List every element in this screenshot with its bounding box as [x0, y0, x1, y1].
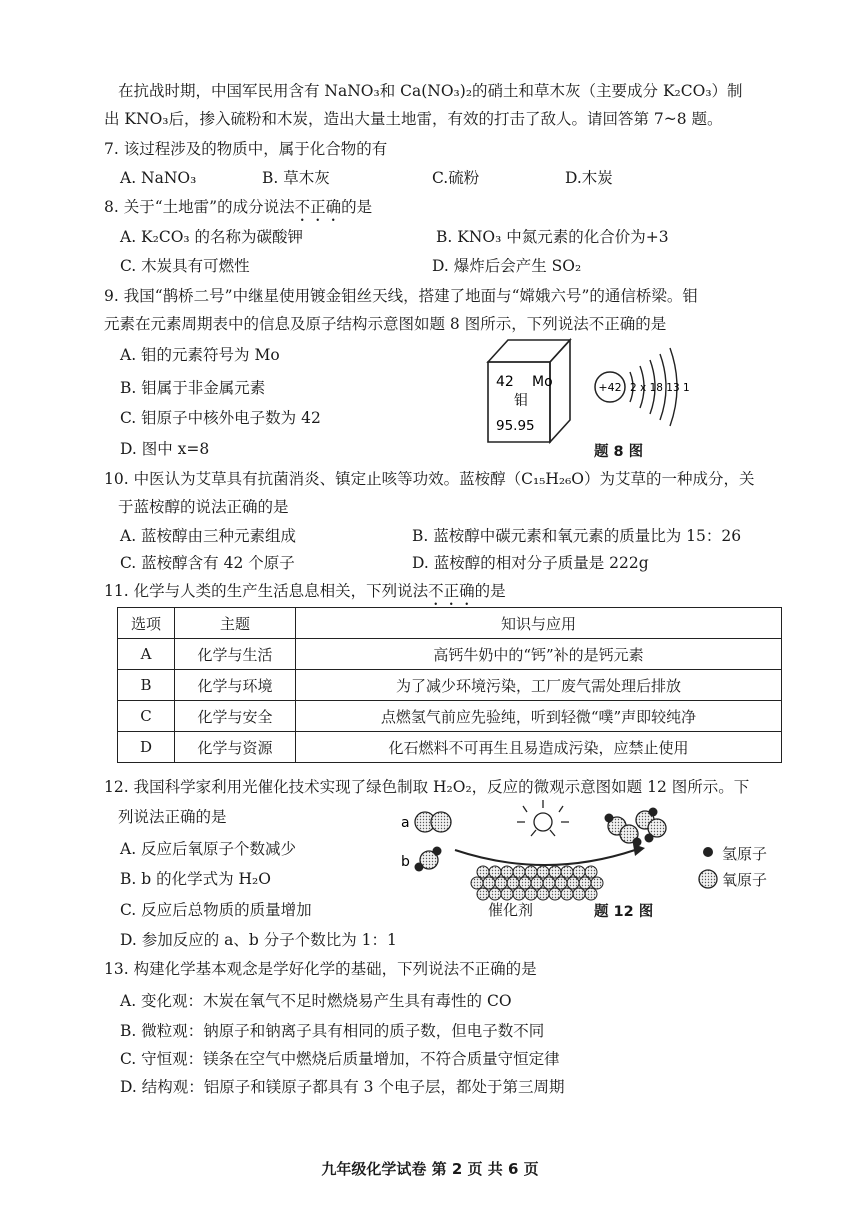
table-row	[118, 639, 782, 670]
q9-stem-line-1: 9. 我国“鹊桥二号”中继星使用镀金钼丝天线，搭建了地面与“嫦娥六号”的通信桥梁。钼	[104, 287, 698, 305]
q9-figure	[478, 332, 708, 462]
q13-option-d: D. 结构观：铝原子和镁原子都具有 3 个电子层，都处于第三周期	[120, 1078, 565, 1096]
q9-option-d: D. 图中 x=8	[120, 440, 210, 458]
catalyst-particles	[471, 866, 603, 900]
molecule-h2o2-2	[636, 808, 666, 843]
intro-line-2: 出 KNO₃后，掺入硫粉和木炭，造出大量土地雷，有效的打击了敌人。请回答第 7~8 题。	[104, 110, 723, 128]
page-footer: 九年级化学试卷 第 2 页 共 6 页	[321, 1160, 539, 1178]
cell-topic: 化学与资源	[175, 732, 296, 763]
q9-option-c: C. 钼原子中核外电子数为 42	[120, 409, 321, 427]
q8-option-b: B. KNO₃ 中氮元素的化合价为+3	[436, 228, 669, 246]
q10-option-a: A. 蓝桉醇由三种元素组成	[120, 527, 297, 545]
table-row	[118, 670, 782, 701]
q10-stem-line-1: 10. 中医认为艾草具有抗菌消炎、镇定止咳等功效。蓝桉醇（C₁₅H₂₆O）为艾草的一种成分，关	[104, 470, 755, 488]
header-knowledge: 知识与应用	[296, 608, 782, 639]
q12-option-d: D. 参加反应的 a、b 分子个数比为 1：1	[120, 931, 397, 949]
cell-option: A	[118, 639, 175, 670]
q9-stem-line-2: 元素在元素周期表中的信息及原子结构示意图如题 8 图所示，下列说法不正确的是	[104, 315, 667, 333]
q11-stem-emphasis: 不正确	[428, 582, 475, 600]
q10-option-d: D. 蓝桉醇的相对分子质量是 222g	[412, 554, 649, 572]
q12-option-c: C. 反应后总物质的质量增加	[120, 901, 312, 919]
label-a: a	[401, 815, 410, 831]
table-row	[118, 732, 782, 763]
q11-table	[117, 607, 782, 763]
q7-option-b: B. 草木灰	[262, 169, 330, 187]
q11-stem-post: 的是	[474, 582, 506, 600]
cell-knowledge: 为了减少环境污染，工厂废气需处理后排放	[296, 670, 782, 701]
cell-knowledge: 高钙牛奶中的“钙”补的是钙元素	[296, 639, 782, 670]
atom-structure-diagram	[595, 348, 690, 426]
cell-topic: 化学与环境	[175, 670, 296, 701]
q12-stem-line-2: 列说法正确的是	[118, 808, 227, 826]
q8-stem-post: 的是	[341, 198, 373, 216]
cell-topic: 化学与安全	[175, 701, 296, 732]
table-row	[118, 701, 782, 732]
legend-hydrogen-label: 氢原子	[722, 845, 768, 863]
q10-option-c: C. 蓝桉醇含有 42 个原子	[120, 554, 295, 572]
q13-option-b: B. 微粒观：钠原子和钠离子具有相同的质子数，但电子数不同	[120, 1022, 545, 1040]
q7-option-d: D.木炭	[565, 169, 613, 187]
atomic-number: 42	[496, 374, 514, 390]
q12-figure-caption: 题 12 图	[594, 904, 654, 920]
q8-stem	[104, 196, 372, 225]
q11-stem	[104, 580, 506, 609]
cell-option: B	[118, 670, 175, 701]
header-topic: 主题	[175, 608, 296, 639]
molecule-b-h2o	[415, 847, 442, 872]
legend-hydrogen	[703, 847, 713, 857]
atomic-mass: 95.95	[496, 418, 535, 434]
intro-line-1: 在抗战时期，中国军民用含有 NaNO₃和 Ca(NO₃)₂的硝土和草木灰（主要成分 K₂CO₃）制	[118, 82, 743, 100]
q11-stem-pre: 11. 化学与人类的生产生活息息相关，下列说法	[104, 582, 429, 600]
q12-option-a: A. 反应后氧原子个数减少	[120, 840, 297, 858]
q12-option-b: B. b 的化学式为 H₂O	[120, 870, 271, 888]
q13-stem: 13. 构建化学基本观念是学好化学的基础，下列说法不正确的是	[104, 960, 537, 978]
q8-option-d: D. 爆炸后会产生 SO₂	[432, 257, 582, 275]
label-b: b	[401, 854, 410, 870]
q7-stem: 7. 该过程涉及的物质中，属于化合物的有	[104, 140, 388, 158]
catalyst-label: 催化剂	[488, 901, 534, 919]
electron-shells: 2 x 18 13 1	[630, 382, 690, 394]
q7-option-c: C.硫粉	[432, 169, 480, 187]
q13-option-c: C. 守恒观：镁条在空气中燃烧后质量增加，不符合质量守恒定律	[120, 1050, 560, 1068]
q13-option-a: A. 变化观：木炭在氧气不足时燃烧易产生具有毒性的 CO	[120, 992, 512, 1010]
q9-option-b: B. 钼属于非金属元素	[120, 379, 266, 397]
element-name: 钼	[514, 393, 528, 409]
q10-stem-line-2: 于蓝桉醇的说法正确的是	[118, 498, 289, 516]
cell-knowledge: 化石燃料不可再生且易造成污染，应禁止使用	[296, 732, 782, 763]
q8-option-a: A. K₂CO₃ 的名称为碳酸钾	[120, 228, 304, 246]
cell-topic: 化学与生活	[175, 639, 296, 670]
table-header-row	[118, 608, 782, 639]
q7-option-a: A. NaNO₃	[120, 169, 197, 187]
cell-knowledge: 点燃氢气前应先验纯，听到轻微“噗”声即较纯净	[296, 701, 782, 732]
legend-oxygen	[699, 870, 717, 888]
q12-stem-line-1: 12. 我国科学家利用光催化技术实现了绿色制取 H₂O₂，反应的微观示意图如题 12 图所示。下	[104, 778, 750, 796]
cell-option: D	[118, 732, 175, 763]
element-symbol: Mo	[532, 374, 553, 390]
nucleus-charge: +42	[598, 381, 622, 394]
molecule-a-o2	[415, 812, 451, 832]
reaction-arrow	[455, 850, 635, 865]
cell-option: C	[118, 701, 175, 732]
q10-option-b: B. 蓝桉醇中碳元素和氧元素的质量比为 15：26	[412, 527, 742, 545]
light-bulb-icon	[517, 800, 569, 836]
q8-option-c: C. 木炭具有可燃性	[120, 257, 250, 275]
header-option: 选项	[118, 608, 175, 639]
legend-oxygen-label: 氧原子	[722, 871, 768, 889]
q8-stem-emphasis: 不正确	[294, 198, 342, 216]
q9-figure-caption: 题 8 图	[594, 444, 644, 460]
q9-option-a: A. 钼的元素符号为 Mo	[120, 346, 280, 364]
q8-stem-pre: 8. 关于“土地雷”的成分说法	[104, 198, 295, 216]
